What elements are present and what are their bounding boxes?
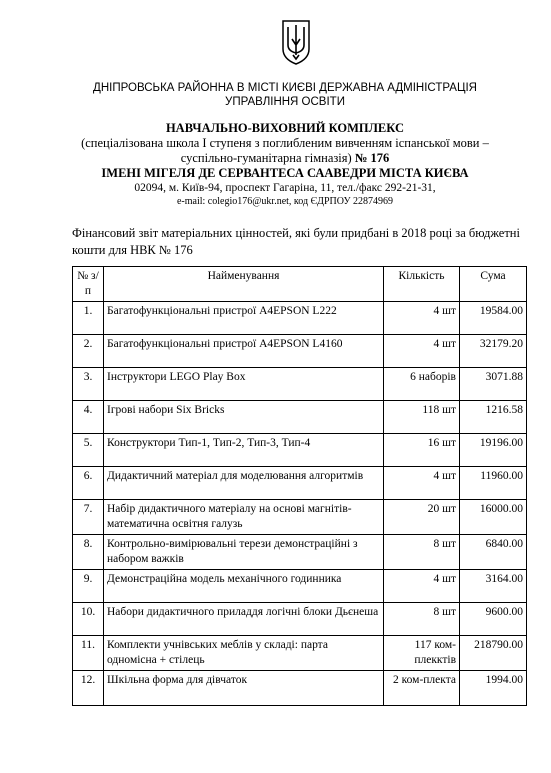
trident-emblem-icon [281, 19, 311, 65]
row-number: 8. [73, 535, 104, 570]
row-name: Демонстраційна модель механічного годинника [104, 570, 384, 603]
school-type-title: НАВЧАЛЬНО-ВИХОВНИЙ КОМПЛЕКС [165, 121, 405, 135]
school-name: ІМЕНІ МІГЕЛЯ ДЕ СЕРВАНТЕСА СААВЕДРИ МІСТА КИЄВА [101, 166, 469, 180]
row-quantity: 4 шт [384, 570, 460, 603]
row-sum: 3071.88 [460, 368, 527, 401]
row-sum: 1994.00 [460, 671, 527, 706]
row-name: Інструктори LEGO Play Box [104, 368, 384, 401]
row-number: 1. [73, 302, 104, 335]
row-number: 2. [73, 335, 104, 368]
row-number: 7. [73, 500, 104, 535]
row-sum: 1216.58 [460, 401, 527, 434]
col-header-number: № з/п [73, 267, 104, 302]
school-number: № 176 [354, 151, 390, 165]
col-header-sum: Сума [460, 267, 527, 302]
row-sum: 3164.00 [460, 570, 527, 603]
row-quantity: 117 ком-плекктів [384, 636, 460, 671]
table-row [73, 302, 527, 335]
row-number: 4. [73, 401, 104, 434]
row-number: 6. [73, 467, 104, 500]
table-row [73, 467, 527, 500]
row-name: Багатофункціональні пристрої А4EPSON L4160 [104, 335, 384, 368]
table-row [73, 636, 527, 671]
row-name: Конструктори Тип-1, Тип-2, Тип-3, Тип-4 [104, 434, 384, 467]
school-address: 02094, м. Київ-94, проспект Гагаріна, 11, тел./факс 292-21-31, [134, 182, 436, 194]
table-row [73, 603, 527, 636]
table-row [73, 570, 527, 603]
row-name: Контрольно-вимірювальні терези демонстраційні з набором важків [104, 535, 384, 570]
table-row [73, 335, 527, 368]
row-quantity: 4 шт [384, 302, 460, 335]
school-spec-line: (спеціалізована школа І ступеня з поглибленим вивченням іспанської мови – [81, 136, 489, 150]
row-quantity: 4 шт [384, 467, 460, 500]
row-name: Багатофункціональні пристрої А4EPSON L222 [104, 302, 384, 335]
row-sum: 16000.00 [460, 500, 527, 535]
row-sum: 9600.00 [460, 603, 527, 636]
row-name: Набори дидактичного приладдя логічні блоки Дьєнеша [104, 603, 384, 636]
col-header-name: Найменування [104, 267, 384, 302]
row-quantity: 6 наборів [384, 368, 460, 401]
row-sum: 32179.20 [460, 335, 527, 368]
table-header-row [73, 267, 527, 302]
row-quantity: 4 шт [384, 335, 460, 368]
row-sum: 6840.00 [460, 535, 527, 570]
row-sum: 19196.00 [460, 434, 527, 467]
table-row [73, 434, 527, 467]
assets-table [72, 266, 527, 706]
administration-title: ДНІПРОВСЬКА РАЙОННА В МІСТІ КИЄВІ ДЕРЖАВНА АДМІНІСТРАЦІЯ [93, 82, 477, 94]
table-row [73, 368, 527, 401]
col-header-quantity: Кількість [384, 267, 460, 302]
row-quantity: 8 шт [384, 603, 460, 636]
row-name: Ігрові набори Six Bricks [104, 401, 384, 434]
row-quantity: 20 шт [384, 500, 460, 535]
row-number: 10. [73, 603, 104, 636]
row-sum: 11960.00 [460, 467, 527, 500]
row-number: 5. [73, 434, 104, 467]
row-quantity: 2 ком-плекта [384, 671, 460, 706]
row-name: Шкільна форма для дівчаток [104, 671, 384, 706]
row-quantity: 118 шт [384, 401, 460, 434]
row-sum: 218790.00 [460, 636, 527, 671]
row-name: Набір дидактичного матеріалу на основі магнітів-математична освітня галузь [104, 500, 384, 535]
report-intro: Фінансовий звіт матеріальних цінностей, які були придбані в 2018 році за бюджетні кошти для НВК № 176 [72, 226, 520, 257]
row-number: 11. [73, 636, 104, 671]
table-row [73, 535, 527, 570]
row-number: 3. [73, 368, 104, 401]
row-quantity: 8 шт [384, 535, 460, 570]
table-row [73, 500, 527, 535]
table-row [73, 671, 527, 706]
table-row [73, 401, 527, 434]
school-spec-line-2 [40, 151, 530, 165]
row-number: 12. [73, 671, 104, 706]
row-quantity: 16 шт [384, 434, 460, 467]
row-number: 9. [73, 570, 104, 603]
row-name: Комплекти учнівських меблів у складі: парта одномісна + стілець [104, 636, 384, 671]
row-name: Дидактичний матеріал для моделювання алгоритмів [104, 467, 384, 500]
school-spec-text: суспільно-гуманітарна гімназія) [180, 151, 355, 165]
row-sum: 19584.00 [460, 302, 527, 335]
department-title: УПРАВЛІННЯ ОСВІТИ [225, 96, 345, 108]
school-contacts: e-mail: colegio176@ukr.net, код ЄДРПОУ 22874969 [176, 196, 394, 207]
